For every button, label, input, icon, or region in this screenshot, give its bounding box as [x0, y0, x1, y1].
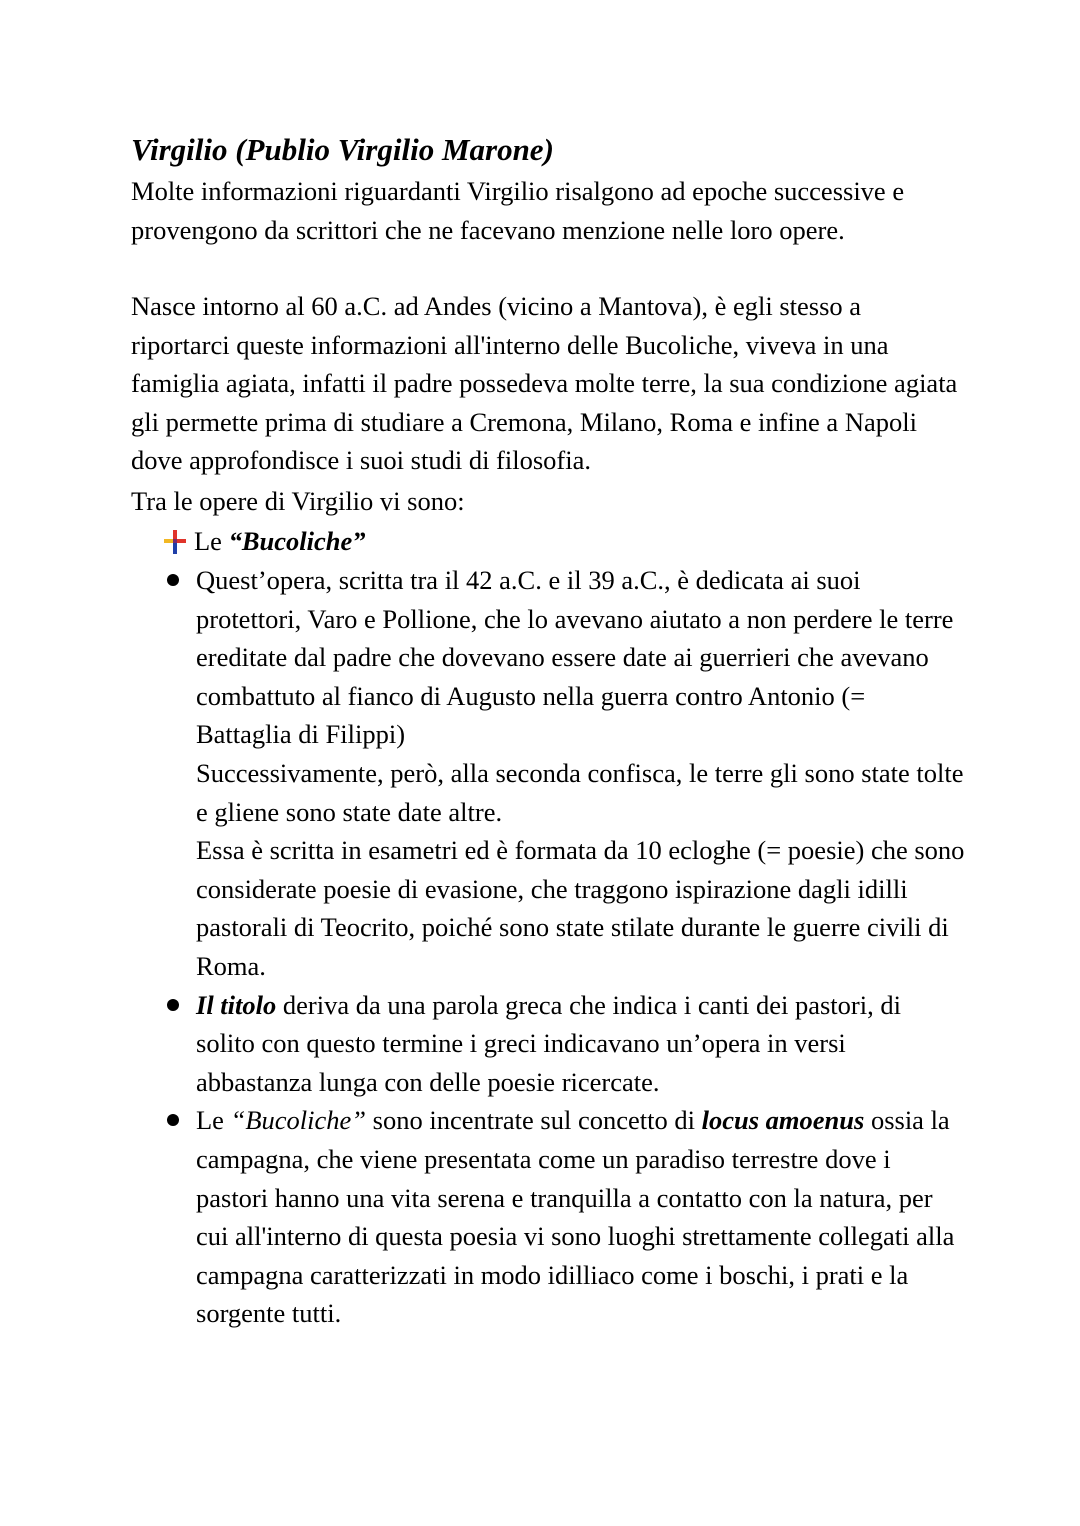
bullet-item-composition [196, 561, 966, 986]
bullet-2-paragraph [196, 986, 966, 1102]
bullet-1-paragraph-2: Successivamente, però, alla seconda confisca, le terre gli sono state tolte e gliene sono state date altre. [196, 757, 964, 827]
bullet-3-middle: sono incentrate sul concetto di [366, 1105, 702, 1136]
works-intro: Tra le opere di Virgilio vi sono: [131, 486, 465, 516]
bullet-3-work: “Bucoliche” [230, 1105, 367, 1136]
bullet-3-paragraph [196, 1101, 966, 1333]
bullet-dot-icon [167, 999, 179, 1011]
bullet-1-paragraph-3: Essa è scritta in esametri ed è formata da 10 ecloghe (= poesie) che sono considerate poesie di evasione, che traggono ispirazione dagli idilli pastorali di Teocrito, poiché sono state stilate durante le guerre civili di Roma. [196, 835, 965, 981]
works-item-title: “Bucoliche” [228, 526, 366, 556]
bucoliche-bullet-list [196, 561, 966, 1333]
intro-paragraph-2: Nasce intorno al 60 a.C. ad Andes (vicino a Mantova), è egli stesso a riportarci queste informazioni all'interno delle Bucoliche, viveva in una famiglia agiata, infatti il padre possedeva molte terre, la sua condizione agiata gli permette prima di studiare a Cremona, Milano, Roma e infine a Napoli dove approfondisce i suoi studi di filosofia. [131, 291, 958, 476]
bullet-dot-icon [167, 1114, 179, 1126]
bullet-3-text: ossia la campagna, che viene presentata come un paradiso terrestre dove i pastori hanno una vita serena e tranquilla a contatto con la natura, per cui all'interno di questa poesia vi sono luoghi strettamente collegati alla campagna caratterizzati in modo idilliaco come i boschi, i prati e la sorgente tutti. [196, 1105, 955, 1329]
bullet-item-locus-amoenus [196, 1101, 966, 1333]
bullet-item-title [196, 986, 966, 1102]
bullet-3-prefix: Le [196, 1105, 231, 1136]
works-item-prefix: Le [194, 526, 229, 556]
bullet-2-lead: Il titolo [196, 989, 277, 1020]
document-title: Virgilio (Publio Virgilio Marone) [131, 132, 554, 167]
bullet-dot-icon [167, 574, 179, 586]
bullet-2-text: deriva da una parola greca che indica i canti dei pastori, di solito con questo termine i greci indicavano un’opera in versi abbastanza lunga con delle poesie ricercate. [196, 989, 901, 1097]
bullet-3-concept: locus amoenus [701, 1105, 865, 1136]
intro-paragraph-1: Molte informazioni riguardanti Virgilio risalgono ad epoche successive e provengono da scrittori che ne facevano menzione nelle loro opere. [131, 176, 905, 245]
bullet-1-paragraph-1: Quest’opera, scritta tra il 42 a.C. e il 39 a.C., è dedicata ai suoi protettori, Varo e Pollione, che lo avevano aiutato a non perdere le terre ereditate dal padre che dovevano essere date ai guerrieri che avevano combattuto al fianco di Augusto nella guerra contro Antonio (= Battaglia di Filippi) [196, 565, 954, 750]
works-list-item-bucoliche [164, 522, 366, 560]
cross-icon [164, 530, 186, 554]
